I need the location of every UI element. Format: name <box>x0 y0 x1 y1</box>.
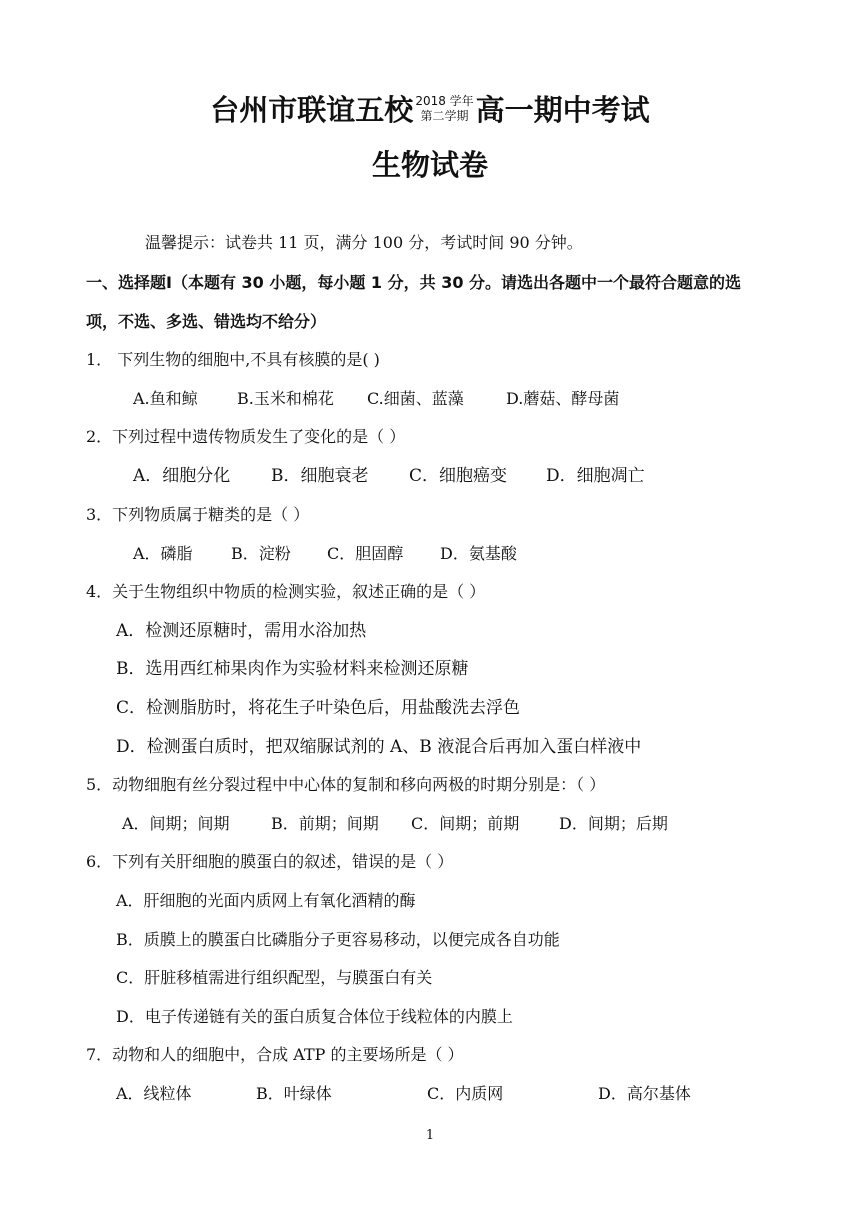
q5-option-b[interactable]: B．前期；间期 <box>271 814 379 833</box>
q4-option-c[interactable]: C．检测脂肪时，将花生子叶染色后，用盐酸洗去浮色 <box>116 698 521 718</box>
page-number: 1 <box>425 1128 435 1143</box>
q7-option-b[interactable]: B．叶绿体 <box>256 1084 332 1103</box>
q6-option-c[interactable]: C．肝脏移植需进行组织配型，与膜蛋白有关 <box>116 968 433 987</box>
q3-option-c[interactable]: C．胆固醇 <box>327 544 404 563</box>
question-7-stem: 7．动物和人的细胞中，合成 ATP 的主要场所是（ ） <box>86 1045 464 1064</box>
year-top: 2018 学年 <box>415 93 474 108</box>
q3-option-d[interactable]: D．氨基酸 <box>440 544 517 563</box>
question-1-options <box>0 388 860 410</box>
q5-option-c[interactable]: C．间期；前期 <box>411 814 520 833</box>
q3-option-a[interactable]: A．磷脂 <box>133 544 193 563</box>
q7-option-c[interactable]: C．内质网 <box>427 1084 504 1103</box>
question-6-stem: 6．下列有关肝细胞的膜蛋白的叙述，错误的是（ ） <box>86 852 454 871</box>
question-3-options <box>0 543 860 565</box>
question-4-stem: 4．关于生物组织中物质的检测实验，叙述正确的是（ ） <box>86 582 486 601</box>
year-bottom: 第二学期 <box>420 108 469 123</box>
q7-option-a[interactable]: A．线粒体 <box>116 1084 192 1103</box>
q6-option-a[interactable]: A．肝细胞的光面内质网上有氧化酒精的酶 <box>116 891 416 910</box>
q7-option-d[interactable]: D．高尔基体 <box>598 1084 691 1103</box>
question-2-stem: 2．下列过程中遗传物质发生了变化的是（ ） <box>86 427 406 446</box>
q3-option-b[interactable]: B．淀粉 <box>231 544 291 563</box>
q1-option-a[interactable]: A.鱼和鲸 <box>133 389 198 408</box>
q2-option-d[interactable]: D．细胞凋亡 <box>546 466 645 486</box>
q5-option-a[interactable]: A．间期；间期 <box>122 814 230 833</box>
page-subtitle: 生物试卷 <box>371 148 488 182</box>
question-5-options <box>0 813 860 835</box>
exam-tip: 温馨提示：试卷共 11 页，满分 100 分，考试时间 90 分钟。 <box>145 233 583 252</box>
q1-option-b[interactable]: B.玉米和棉花 <box>237 389 334 408</box>
q2-option-b[interactable]: B．细胞衰老 <box>271 466 369 486</box>
page-title <box>0 88 860 129</box>
q2-option-c[interactable]: C．细胞癌变 <box>409 466 508 486</box>
section-heading-line2: 项，不选、多选、错选均不给分） <box>86 312 327 331</box>
school-year-stack <box>415 94 473 124</box>
q4-option-b[interactable]: B．选用西红柿果肉作为实验材料来检测还原糖 <box>116 659 469 679</box>
question-1-stem: 1． 下列生物的细胞中,不具有核膜的是( ) <box>86 350 380 369</box>
title-right: 高一期中考试 <box>475 93 650 127</box>
q6-option-d[interactable]: D．电子传递链有关的蛋白质复合体位于线粒体的内膜上 <box>116 1007 513 1026</box>
title-left: 台州市联谊五校 <box>210 93 414 127</box>
question-5-stem: 5．动物细胞有丝分裂过程中中心体的复制和移向两极的时期分别是：（ ） <box>86 775 606 794</box>
question-7-options <box>0 1083 860 1105</box>
q6-option-b[interactable]: B．质膜上的膜蛋白比磷脂分子更容易移动，以便完成各自功能 <box>116 930 560 949</box>
q1-option-c[interactable]: C.细菌、蓝藻 <box>367 389 464 408</box>
q1-option-d[interactable]: D.蘑菇、酵母菌 <box>506 389 620 408</box>
q4-option-d[interactable]: D．检测蛋白质时，把双缩脲试剂的 A、B 液混合后再加入蛋白样液中 <box>116 737 642 757</box>
section-heading-line1: 一、选择题Ⅰ（本题有 30 小题，每小题 1 分，共 30 分。请选出各题中一个最符合题意的选 <box>86 273 742 292</box>
q5-option-d[interactable]: D．间期；后期 <box>559 814 668 833</box>
question-2-options <box>0 465 860 487</box>
question-3-stem: 3．下列物质属于糖类的是（ ） <box>86 505 310 524</box>
q4-option-a[interactable]: A．检测还原糖时，需用水浴加热 <box>116 621 367 641</box>
q2-option-a[interactable]: A．细胞分化 <box>133 466 231 486</box>
